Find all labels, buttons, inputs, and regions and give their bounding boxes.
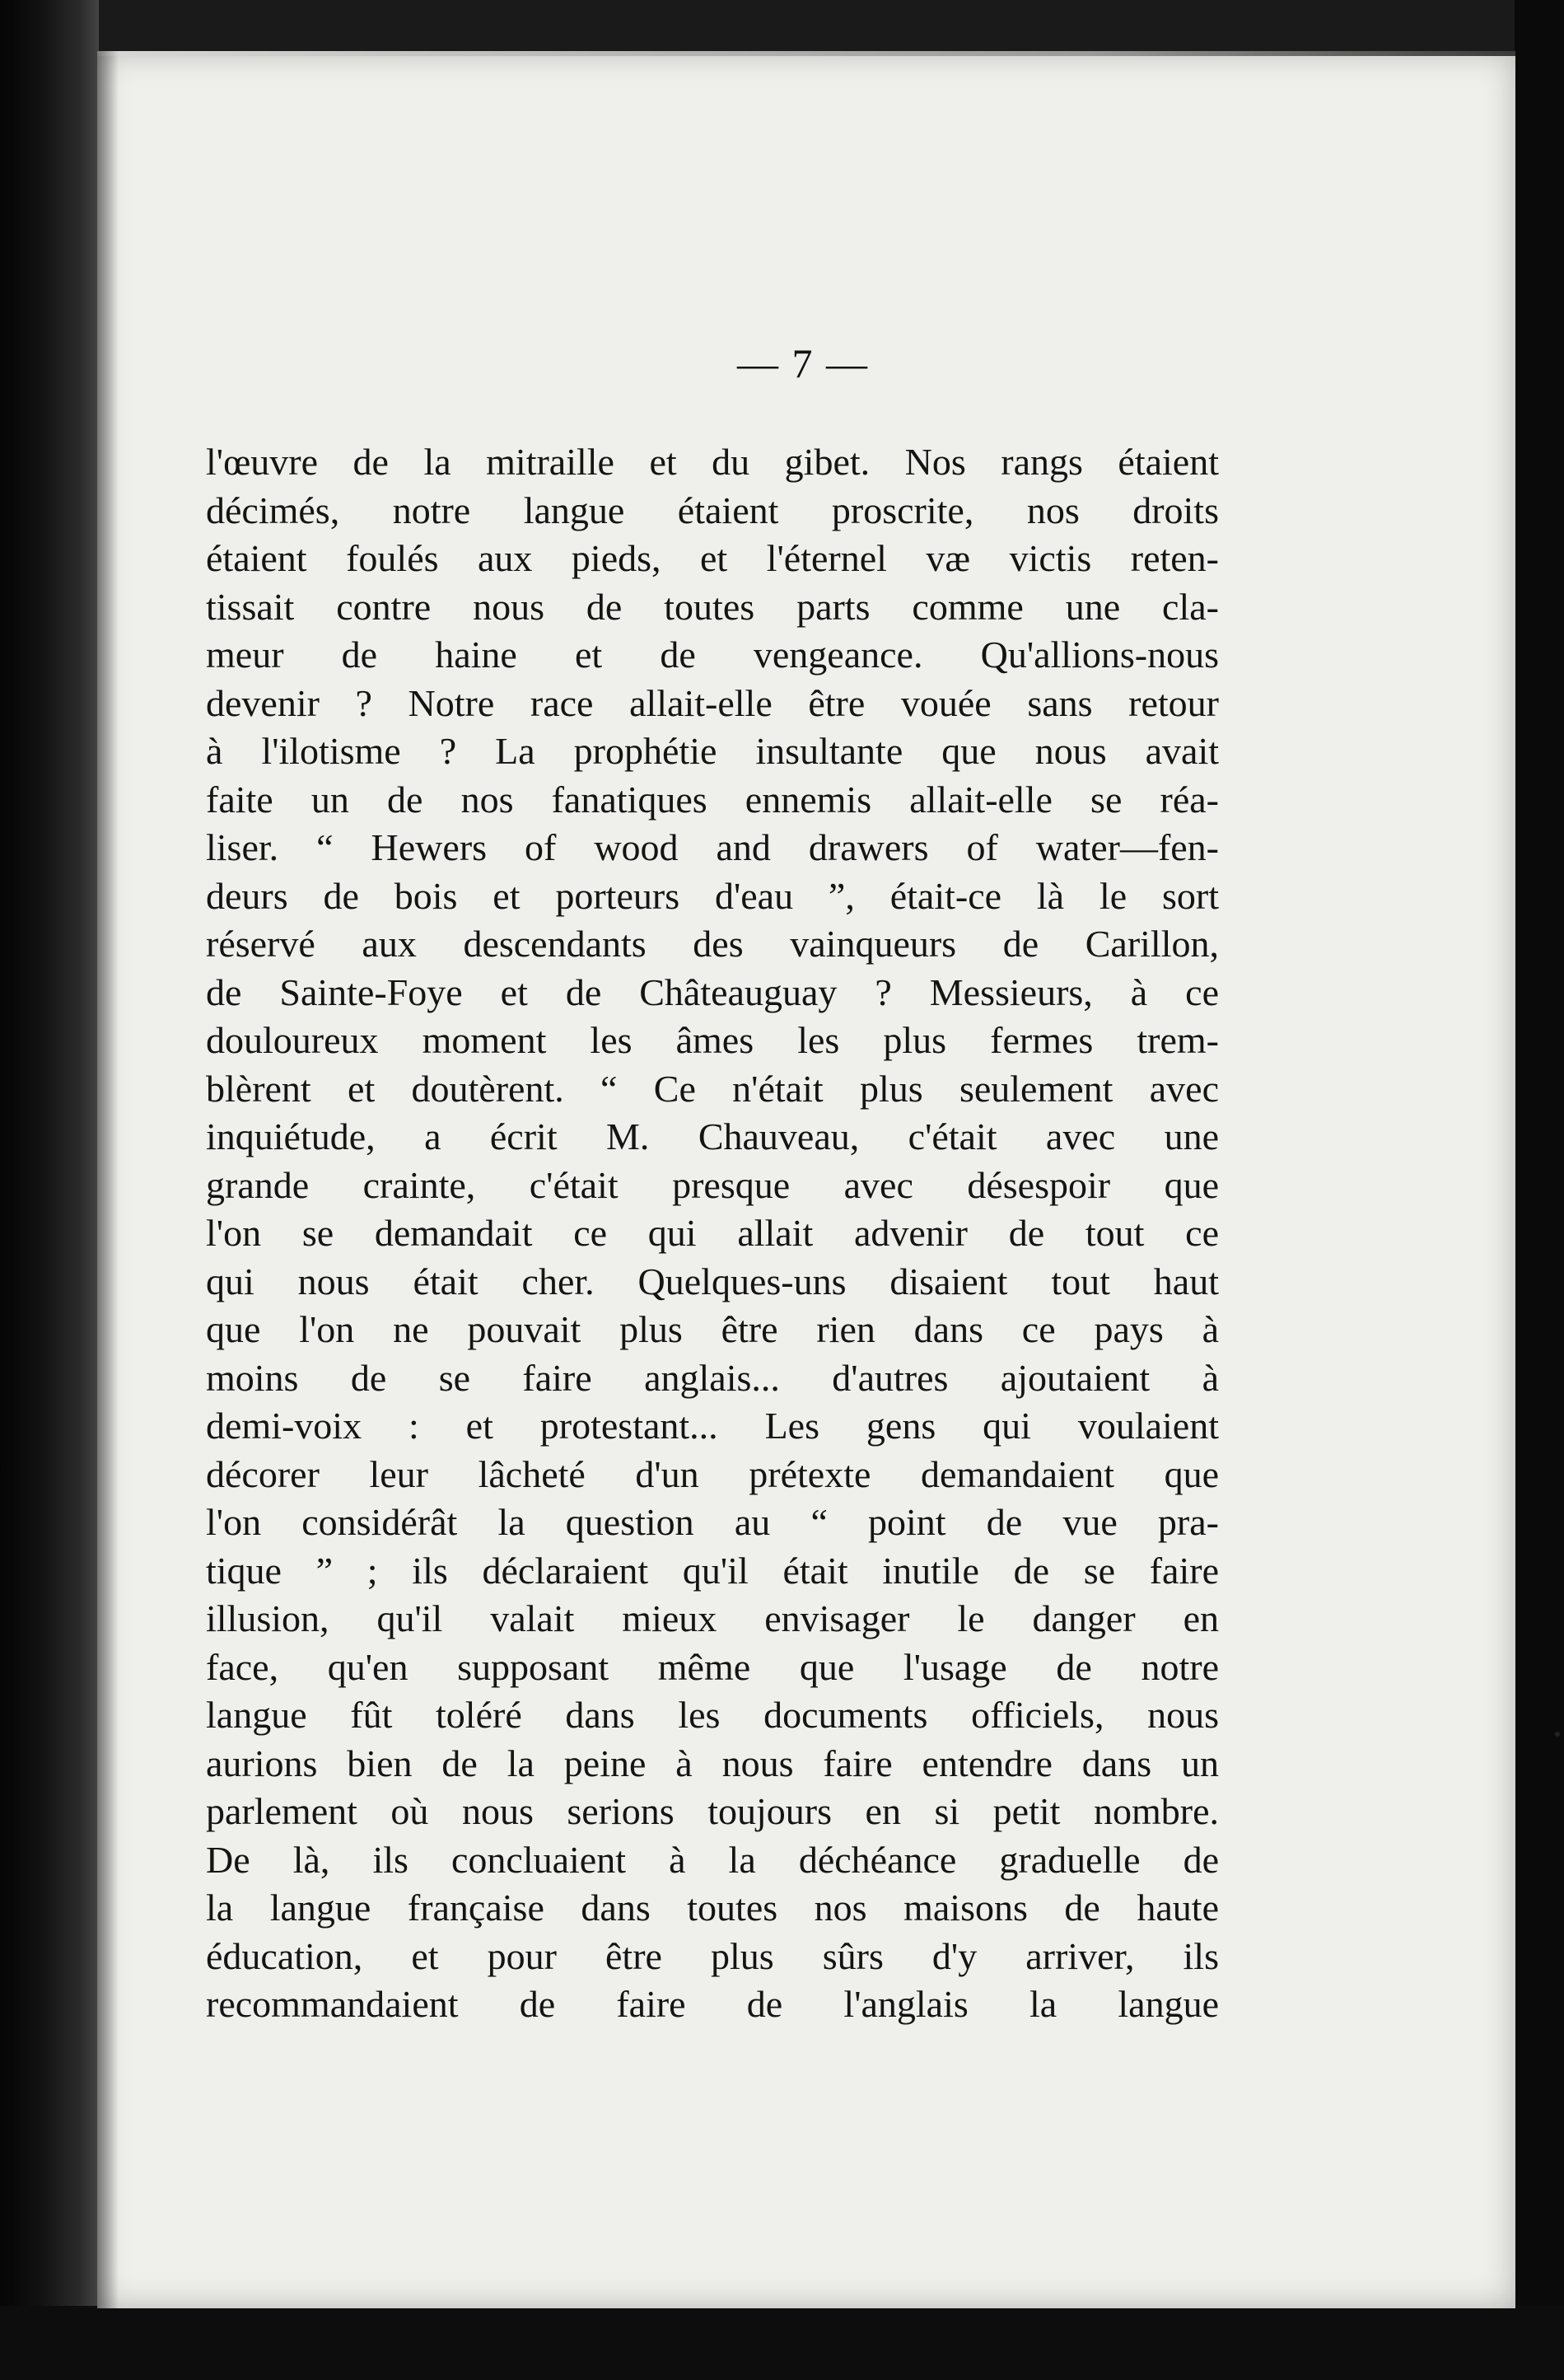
page-number: — 7 —: [737, 340, 869, 386]
text-line: deurs de bois et porteurs d'eau ”, était-ce là le sort: [206, 874, 1219, 917]
text-line: décorer leur lâcheté d'un prétexte demandaient que: [206, 1452, 1219, 1495]
text-line: grande crainte, c'était presque avec désespoir que: [206, 1163, 1219, 1206]
text-line: que l'on ne pouvait plus être rien dans ce pays à: [206, 1308, 1219, 1350]
text-line: liser. “ Hewers of wood and drawers of water—fen-: [206, 826, 1219, 868]
scan-edge-right: [1515, 0, 1564, 2380]
text-line: décimés, notre langue étaient proscrite, nos droits: [206, 489, 1219, 531]
text-line: recommandaient de faire de l'anglais la langue: [206, 1983, 1219, 2025]
text-line: éducation, et pour être plus sûrs d'y arriver, ils: [206, 1934, 1219, 1977]
text-line: inquiétude, a écrit M. Chauveau, c'était avec une: [206, 1115, 1219, 1157]
text-line: meur de haine et de vengeance. Qu'allions-nous: [206, 634, 1219, 676]
text-line: langue fût toléré dans les documents officiels, nous: [206, 1694, 1219, 1736]
text-line: De là, ils concluaient à la déchéance graduelle de: [206, 1838, 1219, 1881]
scan-speck: [1555, 1732, 1560, 1737]
page-top-edge: [97, 51, 1515, 56]
text-line: demi-voix : et protestant... Les gens qui voulaient: [206, 1405, 1219, 1447]
binding-shadow: [97, 51, 119, 2308]
text-line: tissait contre nous de toutes parts comme une cla-: [206, 585, 1219, 628]
text-line: devenir ? Notre race allait-elle être vouée sans retour: [206, 681, 1219, 724]
text-line: douloureux moment les âmes les plus fermes trem-: [206, 1019, 1219, 1061]
text-line: réservé aux descendants des vainqueurs de Carillon,: [206, 923, 1219, 965]
text-line: de Sainte-Foye et de Châteauguay ? Messieurs, à ce: [206, 970, 1219, 1013]
text-line: face, qu'en supposant même que l'usage de notre: [206, 1645, 1219, 1688]
text-line: tique ” ; ils déclaraient qu'il était inutile de se faire: [206, 1549, 1219, 1592]
text-line: étaient foulés aux pieds, et l'éternel væ victis reten-: [206, 537, 1219, 579]
book-page: [97, 51, 1515, 2308]
text-line: blèrent et doutèrent. “ Ce n'était plus seulement avec: [206, 1067, 1219, 1110]
body-text: [206, 438, 1219, 2029]
text-line: faite un de nos fanatiques ennemis allait-elle se réa-: [206, 778, 1219, 821]
text-line: aurions bien de la peine à nous faire entendre dans un: [206, 1742, 1219, 1784]
text-line: illusion, qu'il valait mieux envisager le danger en: [206, 1597, 1219, 1639]
scan-edge-left: [0, 0, 99, 2380]
text-line: la langue française dans toutes nos maisons de haute: [206, 1887, 1219, 1929]
text-line: l'on se demandait ce qui allait advenir de tout ce: [206, 1212, 1219, 1254]
text-line: moins de se faire anglais... d'autres ajoutaient à: [206, 1356, 1219, 1399]
text-line: parlement où nous serions toujours en si petit nombre.: [206, 1790, 1219, 1832]
text-line: l'œuvre de la mitraille et du gibet. Nos rangs étaient: [206, 441, 1219, 483]
text-line: l'on considérât la question au “ point de vue pra-: [206, 1501, 1219, 1543]
text-line: qui nous était cher. Quelques-uns disaient tout haut: [206, 1260, 1219, 1302]
scan-edge-bottom: [0, 2306, 1564, 2380]
text-line: à l'ilotisme ? La prophétie insultante que nous avait: [206, 730, 1219, 772]
